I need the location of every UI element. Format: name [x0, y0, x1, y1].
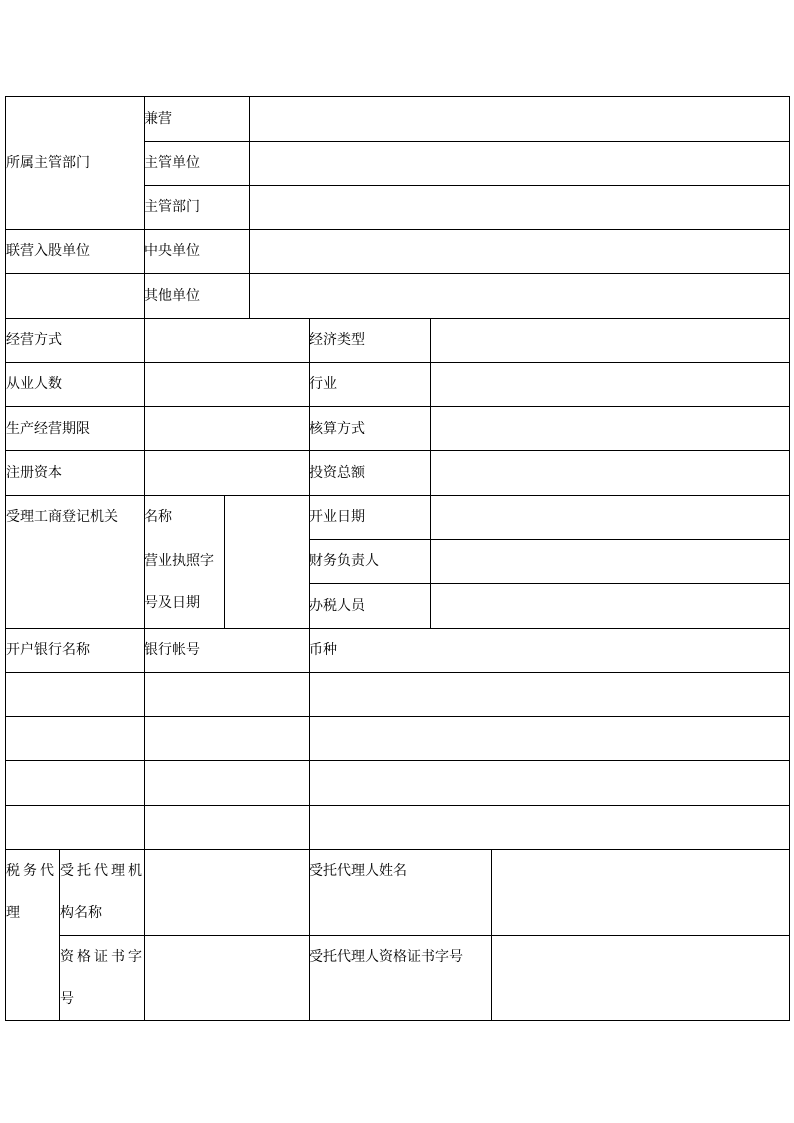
registration-authority-label: 受理工商登记机关 [6, 509, 118, 525]
central-unit-label: 中央单位 [144, 243, 200, 259]
row-border [5, 318, 790, 319]
currency-label: 币种 [309, 642, 337, 658]
column-border [5, 96, 6, 1021]
column-border [491, 849, 492, 1021]
row-border [5, 229, 790, 230]
tax-agent-label-line1: 税务代 [6, 863, 57, 879]
row-border [144, 141, 790, 142]
agency-name-label-line2: 构名称 [60, 905, 102, 921]
supervising-department-label: 主管部门 [144, 199, 200, 215]
employee-count-label: 从业人数 [6, 376, 62, 392]
row-border [5, 716, 790, 717]
column-border [249, 96, 250, 318]
cert-number-label-line2: 号 [60, 991, 74, 1007]
row-border [5, 672, 790, 673]
other-unit-label: 其他单位 [144, 288, 200, 304]
bank-name-label: 开户银行名称 [6, 642, 90, 658]
row-border [5, 406, 790, 407]
supervising-unit-label: 主管单位 [144, 155, 200, 171]
agent-name-label: 受托代理人姓名 [309, 863, 407, 879]
row-border [5, 362, 790, 363]
cert-number-label-line1: 资格证书字 [60, 949, 145, 965]
parent-department-label: 所属主管部门 [6, 155, 90, 171]
column-border [224, 495, 225, 628]
license-number-label-line1: 营业执照字 [144, 553, 214, 569]
bank-account-label: 银行帐号 [144, 642, 200, 658]
row-border [309, 583, 790, 584]
row-border [309, 539, 790, 540]
row-border [5, 495, 790, 496]
business-mode-label: 经营方式 [6, 332, 62, 348]
row-border [5, 450, 790, 451]
row-border [5, 760, 790, 761]
tax-agent-label-line2: 理 [6, 905, 20, 921]
column-border [789, 96, 790, 1021]
finance-head-label: 财务负责人 [309, 553, 379, 569]
row-border [5, 1020, 790, 1021]
opening-date-label: 开业日期 [309, 509, 365, 525]
total-investment-label: 投资总额 [309, 465, 365, 481]
authority-name-label: 名称 [144, 509, 172, 525]
agent-cert-number-label: 受托代理人资格证书字号 [309, 949, 463, 965]
economic-type-label: 经济类型 [309, 332, 365, 348]
row-border [5, 849, 790, 850]
row-border [59, 935, 790, 936]
accounting-method-label: 核算方式 [309, 421, 365, 437]
tax-officer-label: 办税人员 [309, 598, 365, 614]
license-number-label-line2: 号及日期 [144, 595, 200, 611]
registered-capital-label: 注册资本 [6, 465, 62, 481]
industry-label: 行业 [309, 376, 337, 392]
row-border [5, 805, 790, 806]
row-border [5, 273, 790, 274]
row-border [144, 185, 790, 186]
agency-name-label-line1: 受托代理机 [60, 863, 145, 879]
row-border [5, 628, 790, 629]
operating-period-label: 生产经营期限 [6, 421, 90, 437]
column-border [430, 318, 431, 628]
row-border [5, 96, 790, 97]
joint-shareholder-label: 联营入股单位 [6, 243, 90, 259]
concurrent-business-label: 兼营 [144, 111, 172, 127]
